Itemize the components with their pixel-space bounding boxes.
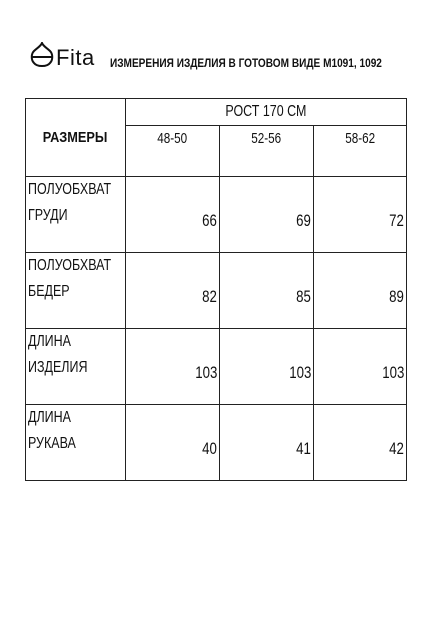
row-label: ДЛИНА ИЗДЕЛИЯ — [26, 329, 126, 405]
value-cell: 103 — [126, 329, 220, 405]
value-cell: 41 — [220, 405, 314, 481]
header-row-height — [26, 99, 407, 126]
measurements-table — [25, 98, 407, 481]
value-cell: 103 — [220, 329, 314, 405]
size-column-header: 58-62 — [314, 126, 407, 177]
table-row — [26, 253, 407, 329]
value-cell: 82 — [126, 253, 220, 329]
row-label: ДЛИНА РУКАВА — [26, 405, 126, 481]
value-cell: 103 — [314, 329, 407, 405]
row-label: ПОЛУОБХВАТ ГРУДИ — [26, 177, 126, 253]
value-cell: 66 — [126, 177, 220, 253]
value-cell: 40 — [126, 405, 220, 481]
row-label: ПОЛУОБХВАТ БЕДЕР — [26, 253, 126, 329]
size-column-header: 48-50 — [126, 126, 220, 177]
document-title: ИЗМЕРЕНИЯ ИЗДЕЛИЯ В ГОТОВОМ ВИДЕ М1091, 1092 — [110, 56, 382, 70]
value-cell: 89 — [314, 253, 407, 329]
value-cell: 72 — [314, 177, 407, 253]
value-cell: 42 — [314, 405, 407, 481]
value-cell: 85 — [220, 253, 314, 329]
brand-logo — [30, 40, 112, 74]
fita-logo-icon — [30, 42, 54, 70]
brand-name: Fita — [56, 45, 95, 70]
table-row — [26, 177, 407, 253]
size-column-header: 52-56 — [220, 126, 314, 177]
height-group-header: РОСТ 170 СМ — [126, 99, 407, 126]
table-row — [26, 405, 407, 481]
sizes-corner-label: РАЗМЕРЫ — [26, 99, 126, 177]
table-row — [26, 329, 407, 405]
value-cell: 69 — [220, 177, 314, 253]
document-header — [30, 40, 410, 74]
